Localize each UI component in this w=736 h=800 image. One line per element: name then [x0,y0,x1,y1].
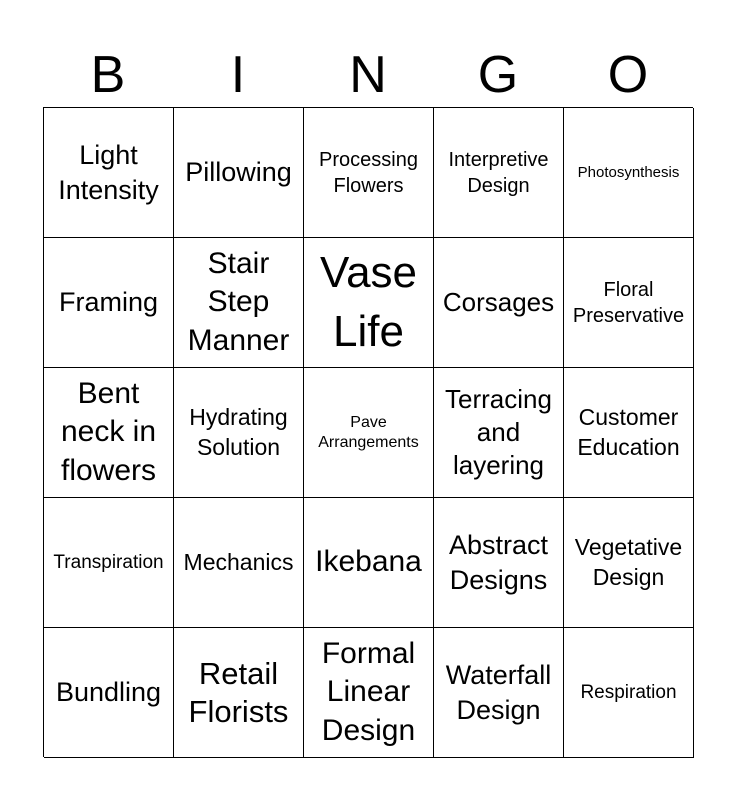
cell-label: Light Intensity [58,139,159,205]
bingo-cell[interactable] [304,498,434,628]
cell-label: Formal Linear Design [321,636,416,747]
cell-label: Transpiration [53,551,164,573]
bingo-cell[interactable] [564,498,694,628]
cell-label: Pillowing [185,157,292,188]
bingo-cell[interactable] [434,108,564,238]
cell-label: Bent neck in flowers [60,376,157,487]
cell-label: Pave Arrangements [318,413,419,451]
cell-label: Interpretive Design [448,148,549,197]
bingo-cell[interactable] [44,628,174,758]
bingo-cell[interactable] [434,498,564,628]
bingo-board [43,107,693,757]
header-letter-o: O [607,46,649,104]
bingo-cell[interactable] [44,238,174,368]
cell-label: Corsages [442,286,555,317]
bingo-cell[interactable] [564,238,694,368]
header-letter-g: G [477,46,519,104]
header-letter-i: I [230,46,246,104]
bingo-cell[interactable] [44,368,174,498]
bingo-cell[interactable] [304,108,434,238]
bingo-cell[interactable] [564,368,694,498]
cell-label: Hydrating Solution [189,403,288,460]
free-space-label: Vase Life [319,247,418,356]
cell-label: Mechanics [183,548,294,575]
bingo-cell[interactable] [174,498,304,628]
bingo-cell[interactable] [434,628,564,758]
bingo-cell[interactable] [44,108,174,238]
bingo-cell[interactable] [174,368,304,498]
bingo-cell[interactable] [434,368,564,498]
header-letter-b: B [90,46,126,104]
cell-label: Framing [58,287,159,318]
cell-label: Waterfall Design [445,659,552,725]
cell-label: Stair Step Manner [187,246,290,357]
cell-label: Retail Florists [188,655,289,729]
bingo-cell[interactable] [564,628,694,758]
bingo-cell[interactable] [304,368,434,498]
cell-label: Floral Preservative [572,278,685,327]
cell-label: Vegetative Design [574,533,683,590]
cell-label: Ikebana [315,545,422,579]
cell-label: Processing Flowers [319,148,418,197]
bingo-cell[interactable] [174,108,304,238]
cell-label: Respiration [580,681,677,703]
bingo-cell[interactable] [174,628,304,758]
bingo-cell[interactable] [174,238,304,368]
cell-label: Customer Education [577,403,680,460]
bingo-cell[interactable] [564,108,694,238]
cell-label: Abstract Designs [448,529,549,595]
bingo-cell[interactable] [434,238,564,368]
cell-label: Photosynthesis [577,163,680,181]
header-letter-n: N [349,46,387,104]
cell-label: Bundling [55,677,162,708]
bingo-cell[interactable] [304,238,434,368]
bingo-cell[interactable] [44,498,174,628]
bingo-header [43,44,693,106]
bingo-cell[interactable] [304,628,434,758]
cell-label: Terracing and layering [445,383,552,481]
